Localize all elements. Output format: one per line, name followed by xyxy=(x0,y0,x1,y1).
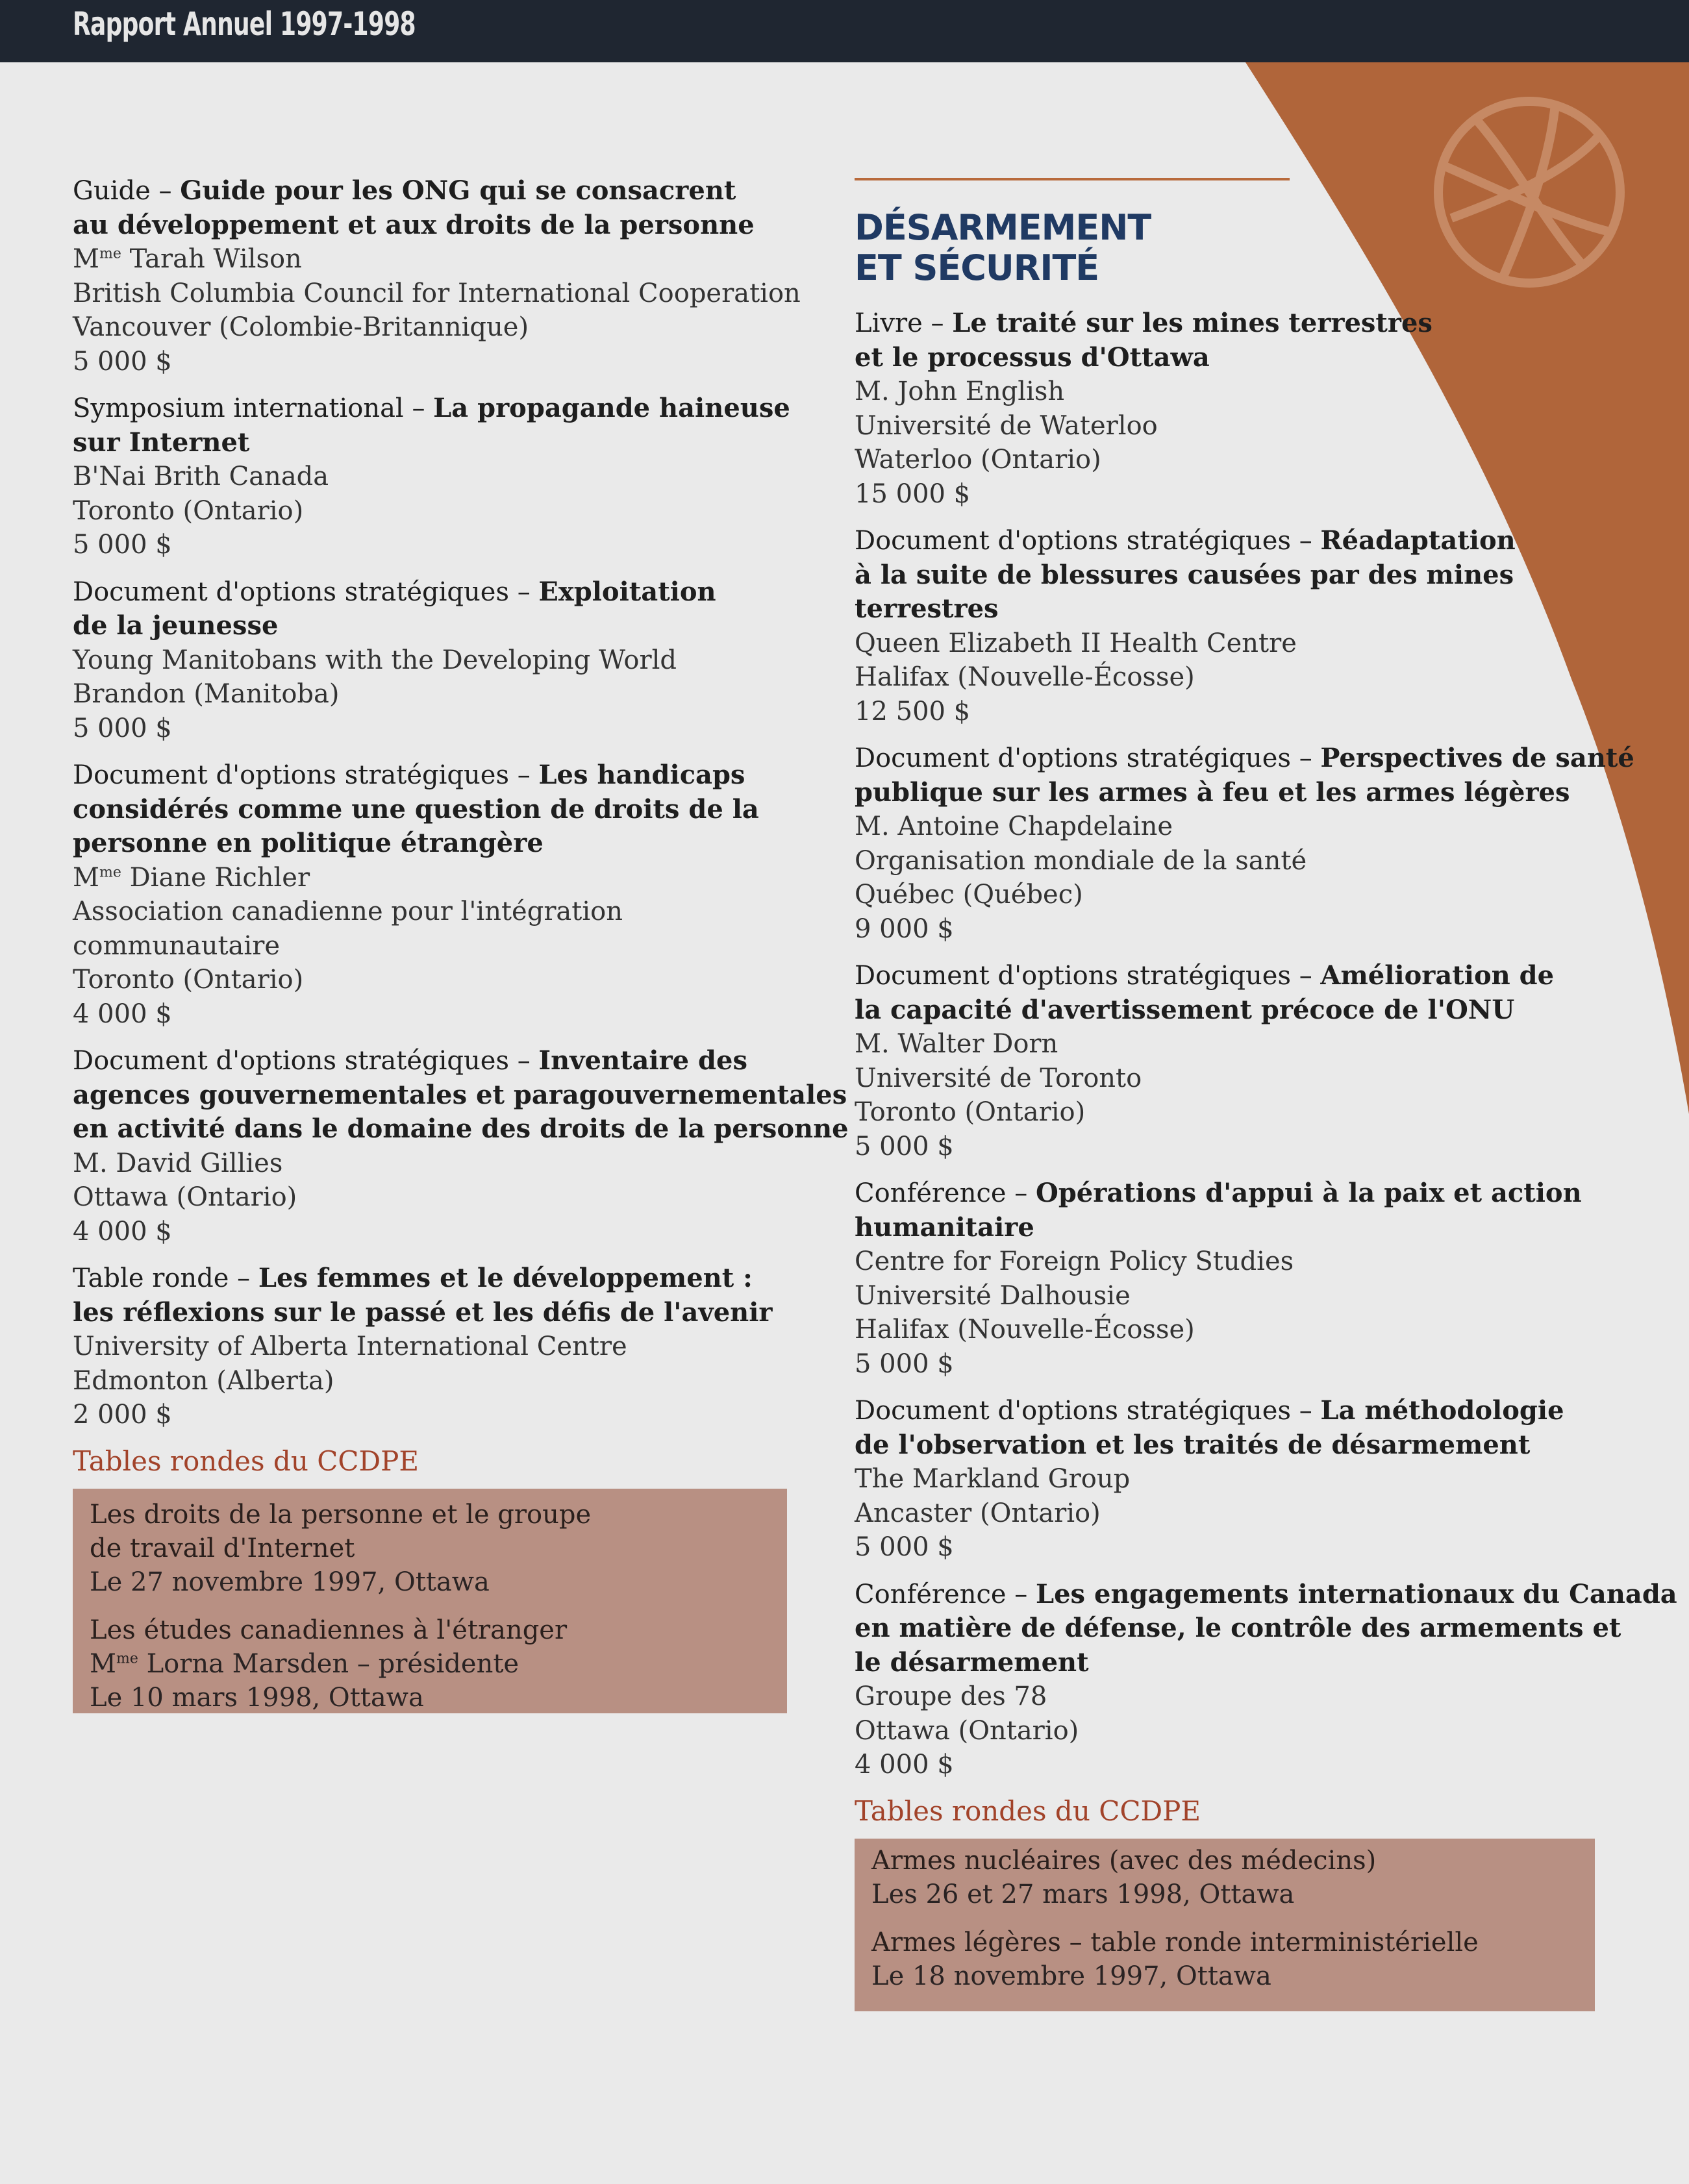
entry-title-line xyxy=(73,391,819,426)
roundtable-item xyxy=(90,1613,770,1715)
roundtable-item xyxy=(871,1926,1578,1993)
entry-detail: Toronto (Ontario) xyxy=(855,1097,1086,1127)
entry-title: de la jeunesse xyxy=(73,610,279,641)
entry-title: à la suite de blessures causées par des mines xyxy=(855,559,1514,590)
grant-entry xyxy=(855,1578,1677,1782)
entry-amount: 5 000 $ xyxy=(855,1131,954,1161)
entry-detail: Brandon (Manitoba) xyxy=(73,679,340,709)
entry-title-line xyxy=(855,592,1588,627)
entry-detail: M. Walter Dorn xyxy=(855,1029,1058,1059)
entry-title: personne en politique étrangère xyxy=(73,828,544,858)
entry-type: Document d'options stratégiques – xyxy=(855,743,1321,773)
roundtable-detail: Le 27 novembre 1997, Ottawa xyxy=(90,1567,490,1597)
entry-detail: Queen Elizabeth II Health Centre xyxy=(855,628,1297,658)
entry-detail: M. John English xyxy=(855,377,1065,406)
entry-detail: Vancouver (Colombie-Britannique) xyxy=(73,312,529,342)
entry-title: Perspectives de santé xyxy=(1320,743,1634,773)
roundtable-title: Les études canadiennes à l'étranger xyxy=(90,1615,568,1645)
roundtable-title: Les droits de la personne et le groupe xyxy=(90,1499,592,1530)
entry-type: Conférence – xyxy=(855,1178,1036,1208)
entry-title-line xyxy=(855,1646,1588,1680)
left-roundtables-heading: Tables rondes du CCDPE xyxy=(73,1445,419,1477)
section-title-line-2: ET SÉCURITÉ xyxy=(855,247,1099,288)
entry-title-line xyxy=(73,208,819,243)
grant-entry xyxy=(73,1044,849,1248)
grant-entry xyxy=(855,1176,1588,1381)
entry-title-line xyxy=(855,959,1588,993)
entry-detail: $M^{me}$ Diane Richler xyxy=(73,862,310,893)
entry-amount: 9 000 $ xyxy=(855,913,954,944)
entry-title-line xyxy=(73,609,819,643)
grant-entry xyxy=(73,391,819,562)
entry-title: au développement et aux droits de la personne xyxy=(73,209,755,240)
entry-title-line xyxy=(855,1176,1588,1211)
entry-title-line xyxy=(73,1044,819,1078)
roundtable-title: de travail d'Internet xyxy=(90,1533,355,1563)
entry-amount: 5 000 $ xyxy=(73,713,172,743)
entry-type: Symposium international – xyxy=(73,393,434,423)
entry-detail: Université de Waterloo xyxy=(855,410,1158,441)
entry-title: publique sur les armes à feu et les armes légères xyxy=(855,776,1570,808)
roundtable-detail: Les 26 et 27 mars 1998, Ottawa xyxy=(871,1879,1295,1909)
entry-detail: Waterloo (Ontario) xyxy=(855,445,1101,475)
entry-detail: $M^{me}$ Tarah Wilson xyxy=(73,244,302,274)
entry-detail: Ottawa (Ontario) xyxy=(855,1715,1079,1746)
left-roundtables-box xyxy=(73,1489,787,1713)
roundtable-item xyxy=(871,1844,1578,1911)
entry-title-line xyxy=(73,426,819,460)
entry-title-line xyxy=(855,341,1588,375)
entry-detail: University of Alberta International Centre xyxy=(73,1332,627,1361)
entry-type: Table ronde – xyxy=(73,1263,258,1293)
entry-type: Document d'options stratégiques – xyxy=(73,577,539,607)
entry-detail: Université de Toronto xyxy=(855,1063,1142,1093)
entry-title-line xyxy=(73,1296,819,1330)
entry-title: en activité dans le domaine des droits de la personne xyxy=(73,1113,849,1144)
entry-detail: Québec (Québec) xyxy=(855,880,1083,910)
entry-type: Document d'options stratégiques – xyxy=(73,1046,539,1076)
grant-entry xyxy=(73,758,819,1031)
entry-type: Document d'options stratégiques – xyxy=(855,526,1321,556)
grant-entry xyxy=(855,959,1588,1163)
entry-title: Réadaptation xyxy=(1320,525,1516,556)
entry-title: Le traité sur les mines terrestres xyxy=(952,308,1433,338)
roundtable-item xyxy=(90,1498,770,1599)
grant-entry xyxy=(855,524,1588,728)
grant-entry xyxy=(855,1394,1588,1565)
entry-amount: 5 000 $ xyxy=(73,346,172,377)
entry-detail: Ancaster (Ontario) xyxy=(855,1498,1101,1528)
entry-title: La méthodologie xyxy=(1320,1395,1564,1426)
entry-title-line xyxy=(855,1428,1588,1463)
roundtable-detail: $M^{me}$ Lorna Marsden – présidente xyxy=(90,1648,519,1679)
entry-title-line xyxy=(73,1078,847,1113)
entry-title-line xyxy=(73,826,819,861)
entry-title-line xyxy=(855,558,1588,593)
entry-title: terrestres xyxy=(855,593,999,624)
entry-type: Guide – xyxy=(73,176,181,206)
right-roundtables-box xyxy=(855,1839,1595,2011)
entry-title: en matière de défense, le contrôle des armements et xyxy=(855,1613,1621,1643)
entry-title: les réflexions sur le passé et les défis de l'avenir xyxy=(73,1297,773,1328)
entry-detail: Association canadienne pour l'intégration xyxy=(73,897,623,926)
entry-title: Opérations d'appui à la paix et action xyxy=(1035,1178,1582,1208)
entry-detail: Edmonton (Alberta) xyxy=(73,1365,334,1396)
entry-amount: 4 000 $ xyxy=(73,1216,172,1247)
section-title xyxy=(855,208,1588,288)
entry-title: de l'observation et les traités de désarmement xyxy=(855,1429,1531,1460)
entry-title: Amélioration de xyxy=(1320,960,1555,991)
left-column xyxy=(73,174,849,1713)
entry-detail: Centre for Foreign Policy Studies xyxy=(855,1247,1294,1276)
entry-detail: Groupe des 78 xyxy=(855,1681,1047,1711)
entry-title: Guide pour les ONG qui se consacrent xyxy=(180,175,736,206)
entry-detail: Halifax (Nouvelle-Écosse) xyxy=(855,1315,1195,1345)
entry-type: Livre – xyxy=(855,308,953,338)
entry-detail: M. David Gillies xyxy=(73,1148,283,1178)
entry-amount: 5 000 $ xyxy=(855,1348,954,1379)
roundtable-title: Armes légères – table ronde interministérielle xyxy=(871,1927,1479,1957)
grant-entry xyxy=(855,306,1588,511)
grant-entry xyxy=(73,1261,819,1432)
entry-title: Exploitation xyxy=(538,576,716,607)
entry-amount: 4 000 $ xyxy=(855,1750,954,1780)
entry-title: La propagande haineuse xyxy=(433,393,790,423)
entry-detail: Toronto (Ontario) xyxy=(73,495,304,526)
entry-type: Conférence – xyxy=(855,1579,1036,1609)
entry-amount: 15 000 $ xyxy=(855,478,971,509)
entry-amount: 4 000 $ xyxy=(73,999,172,1029)
entry-title: la capacité d'avertissement précoce de l'ONU xyxy=(855,994,1515,1025)
entry-title-line xyxy=(73,758,819,793)
entry-title: agences gouvernementales et paragouvernementales xyxy=(73,1079,847,1110)
entry-detail: Young Manitobans with the Developing World xyxy=(73,645,677,675)
section-rule xyxy=(855,178,1290,180)
entry-title: Inventaire des xyxy=(538,1045,747,1076)
entry-title: Les handicaps xyxy=(538,760,745,790)
entry-title-line xyxy=(73,174,819,208)
section-title-line-1: DÉSARMEMENT xyxy=(855,207,1151,248)
entry-type: Document d'options stratégiques – xyxy=(855,1396,1321,1426)
grant-entry xyxy=(73,174,819,378)
entry-title-line xyxy=(855,741,1634,776)
entry-title: Les engagements internationaux du Canada xyxy=(1035,1578,1677,1609)
entry-title-line xyxy=(855,993,1588,1028)
entry-amount: 5 000 $ xyxy=(73,530,172,560)
entry-title-line xyxy=(855,1578,1677,1612)
roundtable-title: Armes nucléaires (avec des médecins) xyxy=(871,1845,1377,1876)
entry-title: le désarmement xyxy=(855,1646,1089,1678)
entry-title: et le processus d'Ottawa xyxy=(855,341,1210,373)
entry-title: considérés comme une question de droits de la xyxy=(73,793,759,825)
roundtable-detail: Le 18 novembre 1997, Ottawa xyxy=(871,1961,1271,1991)
entry-title-line xyxy=(855,1611,1621,1646)
entry-title-line xyxy=(855,524,1588,558)
right-roundtables-heading: Tables rondes du CCDPE xyxy=(855,1794,1201,1827)
right-entries-list xyxy=(855,306,1677,1782)
entry-title: sur Internet xyxy=(73,427,250,458)
entry-title-line xyxy=(73,1261,819,1296)
entry-detail: Ottawa (Ontario) xyxy=(73,1182,297,1212)
entry-title-line xyxy=(855,306,1588,341)
entry-amount: 12 500 $ xyxy=(855,696,971,726)
entry-title: humanitaire xyxy=(855,1211,1034,1243)
entry-title-line xyxy=(73,793,819,827)
entry-title-line xyxy=(855,776,1588,810)
report-title: Rapport Annuel 1997-1998 xyxy=(73,5,416,43)
entry-detail: Université Dalhousie xyxy=(855,1280,1131,1311)
entry-type: Document d'options stratégiques – xyxy=(73,760,539,790)
entry-title-line xyxy=(855,1394,1588,1428)
entry-detail: Halifax (Nouvelle-Écosse) xyxy=(855,662,1195,692)
entry-amount: 2 000 $ xyxy=(73,1400,172,1430)
entry-detail: The Markland Group xyxy=(855,1464,1131,1494)
entry-title-line xyxy=(73,575,819,610)
grant-entry xyxy=(855,741,1634,946)
entry-detail: communautaire xyxy=(73,930,280,961)
right-column xyxy=(855,174,1677,2011)
entry-title-line xyxy=(73,1112,849,1147)
grant-entry xyxy=(73,575,819,746)
entry-type: Document d'options stratégiques – xyxy=(855,961,1321,991)
entry-detail: Organisation mondiale de la santé xyxy=(855,845,1307,876)
header-bar xyxy=(0,0,1689,62)
entry-amount: 5 000 $ xyxy=(855,1532,954,1562)
left-entries-list xyxy=(73,174,849,1432)
roundtable-detail: Le 10 mars 1998, Ottawa xyxy=(90,1682,424,1713)
entry-detail: M. Antoine Chapdelaine xyxy=(855,812,1173,841)
entry-detail: British Columbia Council for International Cooperation xyxy=(73,278,801,308)
entry-title-line xyxy=(855,1211,1588,1245)
entry-detail: Toronto (Ontario) xyxy=(73,965,304,995)
entry-detail: B'Nai Brith Canada xyxy=(73,462,329,491)
entry-title: Les femmes et le développement : xyxy=(258,1263,753,1293)
